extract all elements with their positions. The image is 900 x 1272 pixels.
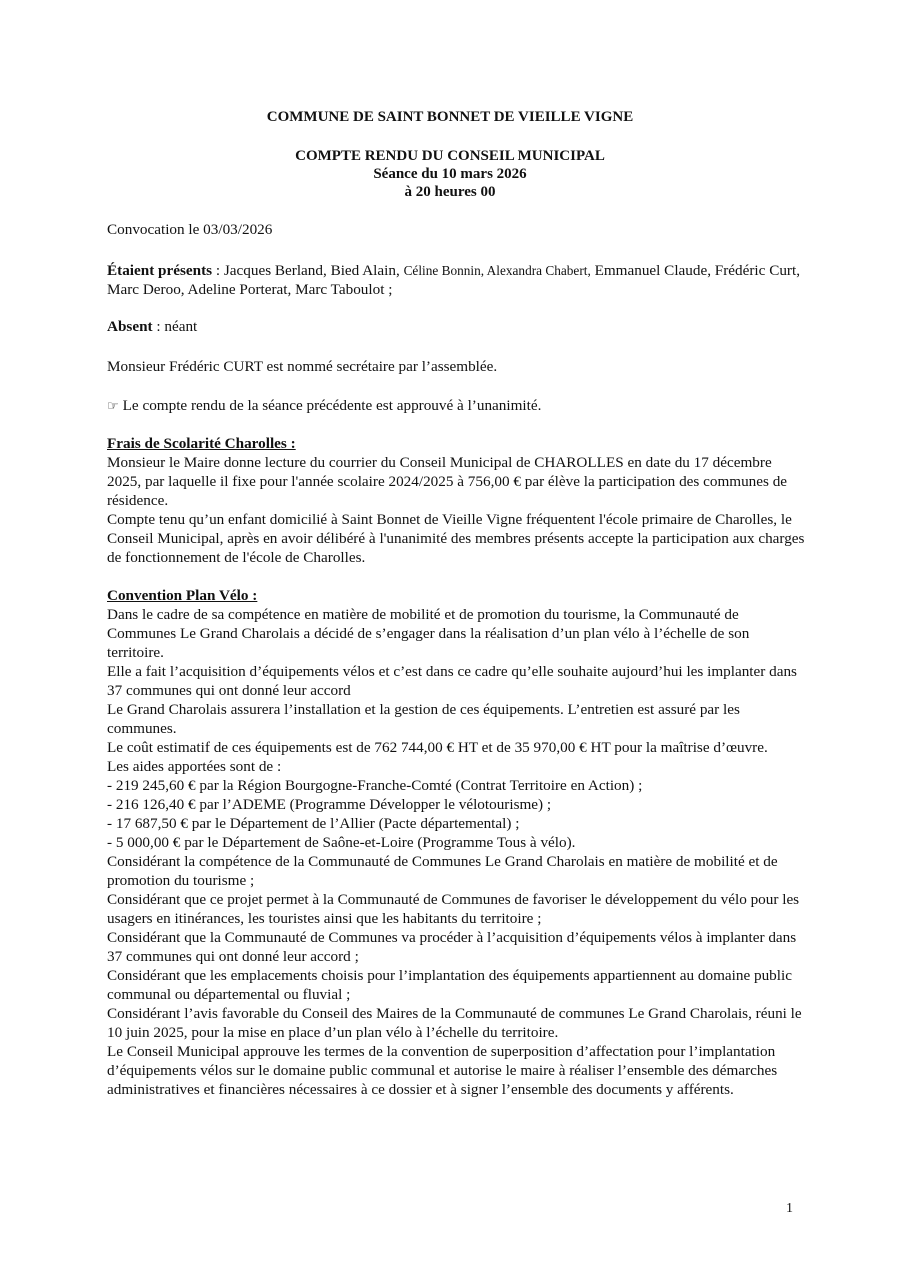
presents-paragraph: Étaient présents : Jacques Berland, Bied Alain, Céline Bonnin, Alexandra Chabert, Emmanuel Claude, Frédéric Curt, Marc Deroo, Adeline Porterat, Marc Taboulot ; xyxy=(107,262,800,298)
list-item: - 219 245,60 € par la Région Bourgogne-Franche-Comté (Contrat Territoire en Action) ; xyxy=(107,777,643,794)
absent-label: Absent xyxy=(107,318,153,335)
seance-time: à 20 heures 00 xyxy=(404,184,496,200)
section-plan-velo xyxy=(107,586,807,1099)
section-title: Frais de Scolarité Charolles : xyxy=(107,435,296,452)
paragraph: Considérant l’avis favorable du Conseil des Maires de la Communauté de communes Le Grand Charolais, réuni le 10 juin 2025, pour la mise en place d’un plan vélo à l’échelle du territoire. xyxy=(107,1005,802,1041)
seance-date: Séance du 10 mars 2026 xyxy=(373,166,527,182)
paragraph: Monsieur le Maire donne lecture du courrier du Conseil Municipal de CHAROLLES en date du 17 décembre 2025, par laquelle il fixe pour l'année scolaire 2024/2025 à 756,00 € par élève la participation des communes de résidence. xyxy=(107,454,788,509)
absent-line: Absent : néant xyxy=(107,318,198,335)
paragraph: Le Grand Charolais assurera l’installation et la gestion de ces équipements. L’entretien est assuré par les communes. xyxy=(107,701,740,737)
section-title: Convention Plan Vélo : xyxy=(107,587,258,604)
section-scolarite xyxy=(107,434,807,567)
approbation-line: ☞ Le compte rendu de la séance précédente est approuvé à l’unanimité. xyxy=(107,397,542,414)
paragraph: Considérant que les emplacements choisis pour l’implantation des équipements appartiennent au domaine public communal ou départemental ou fluvial ; xyxy=(107,967,792,1003)
paragraph: Considérant que ce projet permet à la Communauté de Communes de favoriser le développement du vélo pour les usagers en itinérances, les touristes ainsi que les habitants du territoire ; xyxy=(107,891,800,927)
page-number: 1 xyxy=(786,1201,793,1216)
secretaire-line: Monsieur Frédéric CURT est nommé secrétaire par l’assemblée. xyxy=(107,358,498,375)
list-item: - 216 126,40 € par l’ADEME (Programme Développer le vélotourisme) ; xyxy=(107,796,552,813)
paragraph: Considérant que la Communauté de Communes va procéder à l’acquisition d’équipements vélos à implanter dans 37 communes qui ont donné leur accord ; xyxy=(107,929,797,965)
presents-label: Étaient présents xyxy=(107,262,213,279)
pointing-hand-icon: ☞ xyxy=(107,399,119,414)
convocation-line: Convocation le 03/03/2026 xyxy=(107,221,273,238)
paragraph: Le coût estimatif de ces équipements est de 762 744,00 € HT et de 35 970,00 € HT pour la maîtrise d’œuvre. xyxy=(107,739,768,756)
paragraph: Elle a fait l’acquisition d’équipements vélos et c’est dans ce cadre qu’elle souhaite aujourd’hui les implanter dans 37 communes qui ont donné leur accord xyxy=(107,663,797,699)
paragraph: Le Conseil Municipal approuve les termes de la convention de superposition d’affectation pour l’implantation d’équipements vélos sur le domaine public communal et autorise le maire à réaliser l’ensemble des démarches administratives et financières nécessaires à ce dossier et à signer l’ensemble des documents y afférents. xyxy=(107,1043,778,1098)
document-title: COMPTE RENDU DU CONSEIL MUNICIPAL xyxy=(295,148,605,164)
paragraph: Dans le cadre de sa compétence en matière de mobilité et de promotion du tourisme, la Communauté de Communes Le Grand Charolais a décidé de s’engager dans la réalisation d’un plan vélo à l’échelle de son territoire. xyxy=(107,606,750,661)
paragraph: Considérant la compétence de la Communauté de Communes Le Grand Charolais en matière de mobilité et de promotion du tourisme ; xyxy=(107,853,778,889)
list-item: - 17 687,50 € par le Département de l’Allier (Pacte départemental) ; xyxy=(107,815,520,832)
paragraph: Compte tenu qu’un enfant domicilié à Saint Bonnet de Vieille Vigne fréquentent l'école primaire de Charolles, le Conseil Municipal, après en avoir délibéré à l'unanimité des membres présents accepte la participation aux charges de fonctionnement de l'école de Charolles. xyxy=(107,511,805,566)
commune-heading: COMMUNE DE SAINT BONNET DE VIEILLE VIGNE xyxy=(266,109,634,125)
paragraph: Les aides apportées sont de : xyxy=(107,758,282,775)
list-item: - 5 000,00 € par le Département de Saône-et-Loire (Programme Tous à vélo). xyxy=(107,834,576,851)
